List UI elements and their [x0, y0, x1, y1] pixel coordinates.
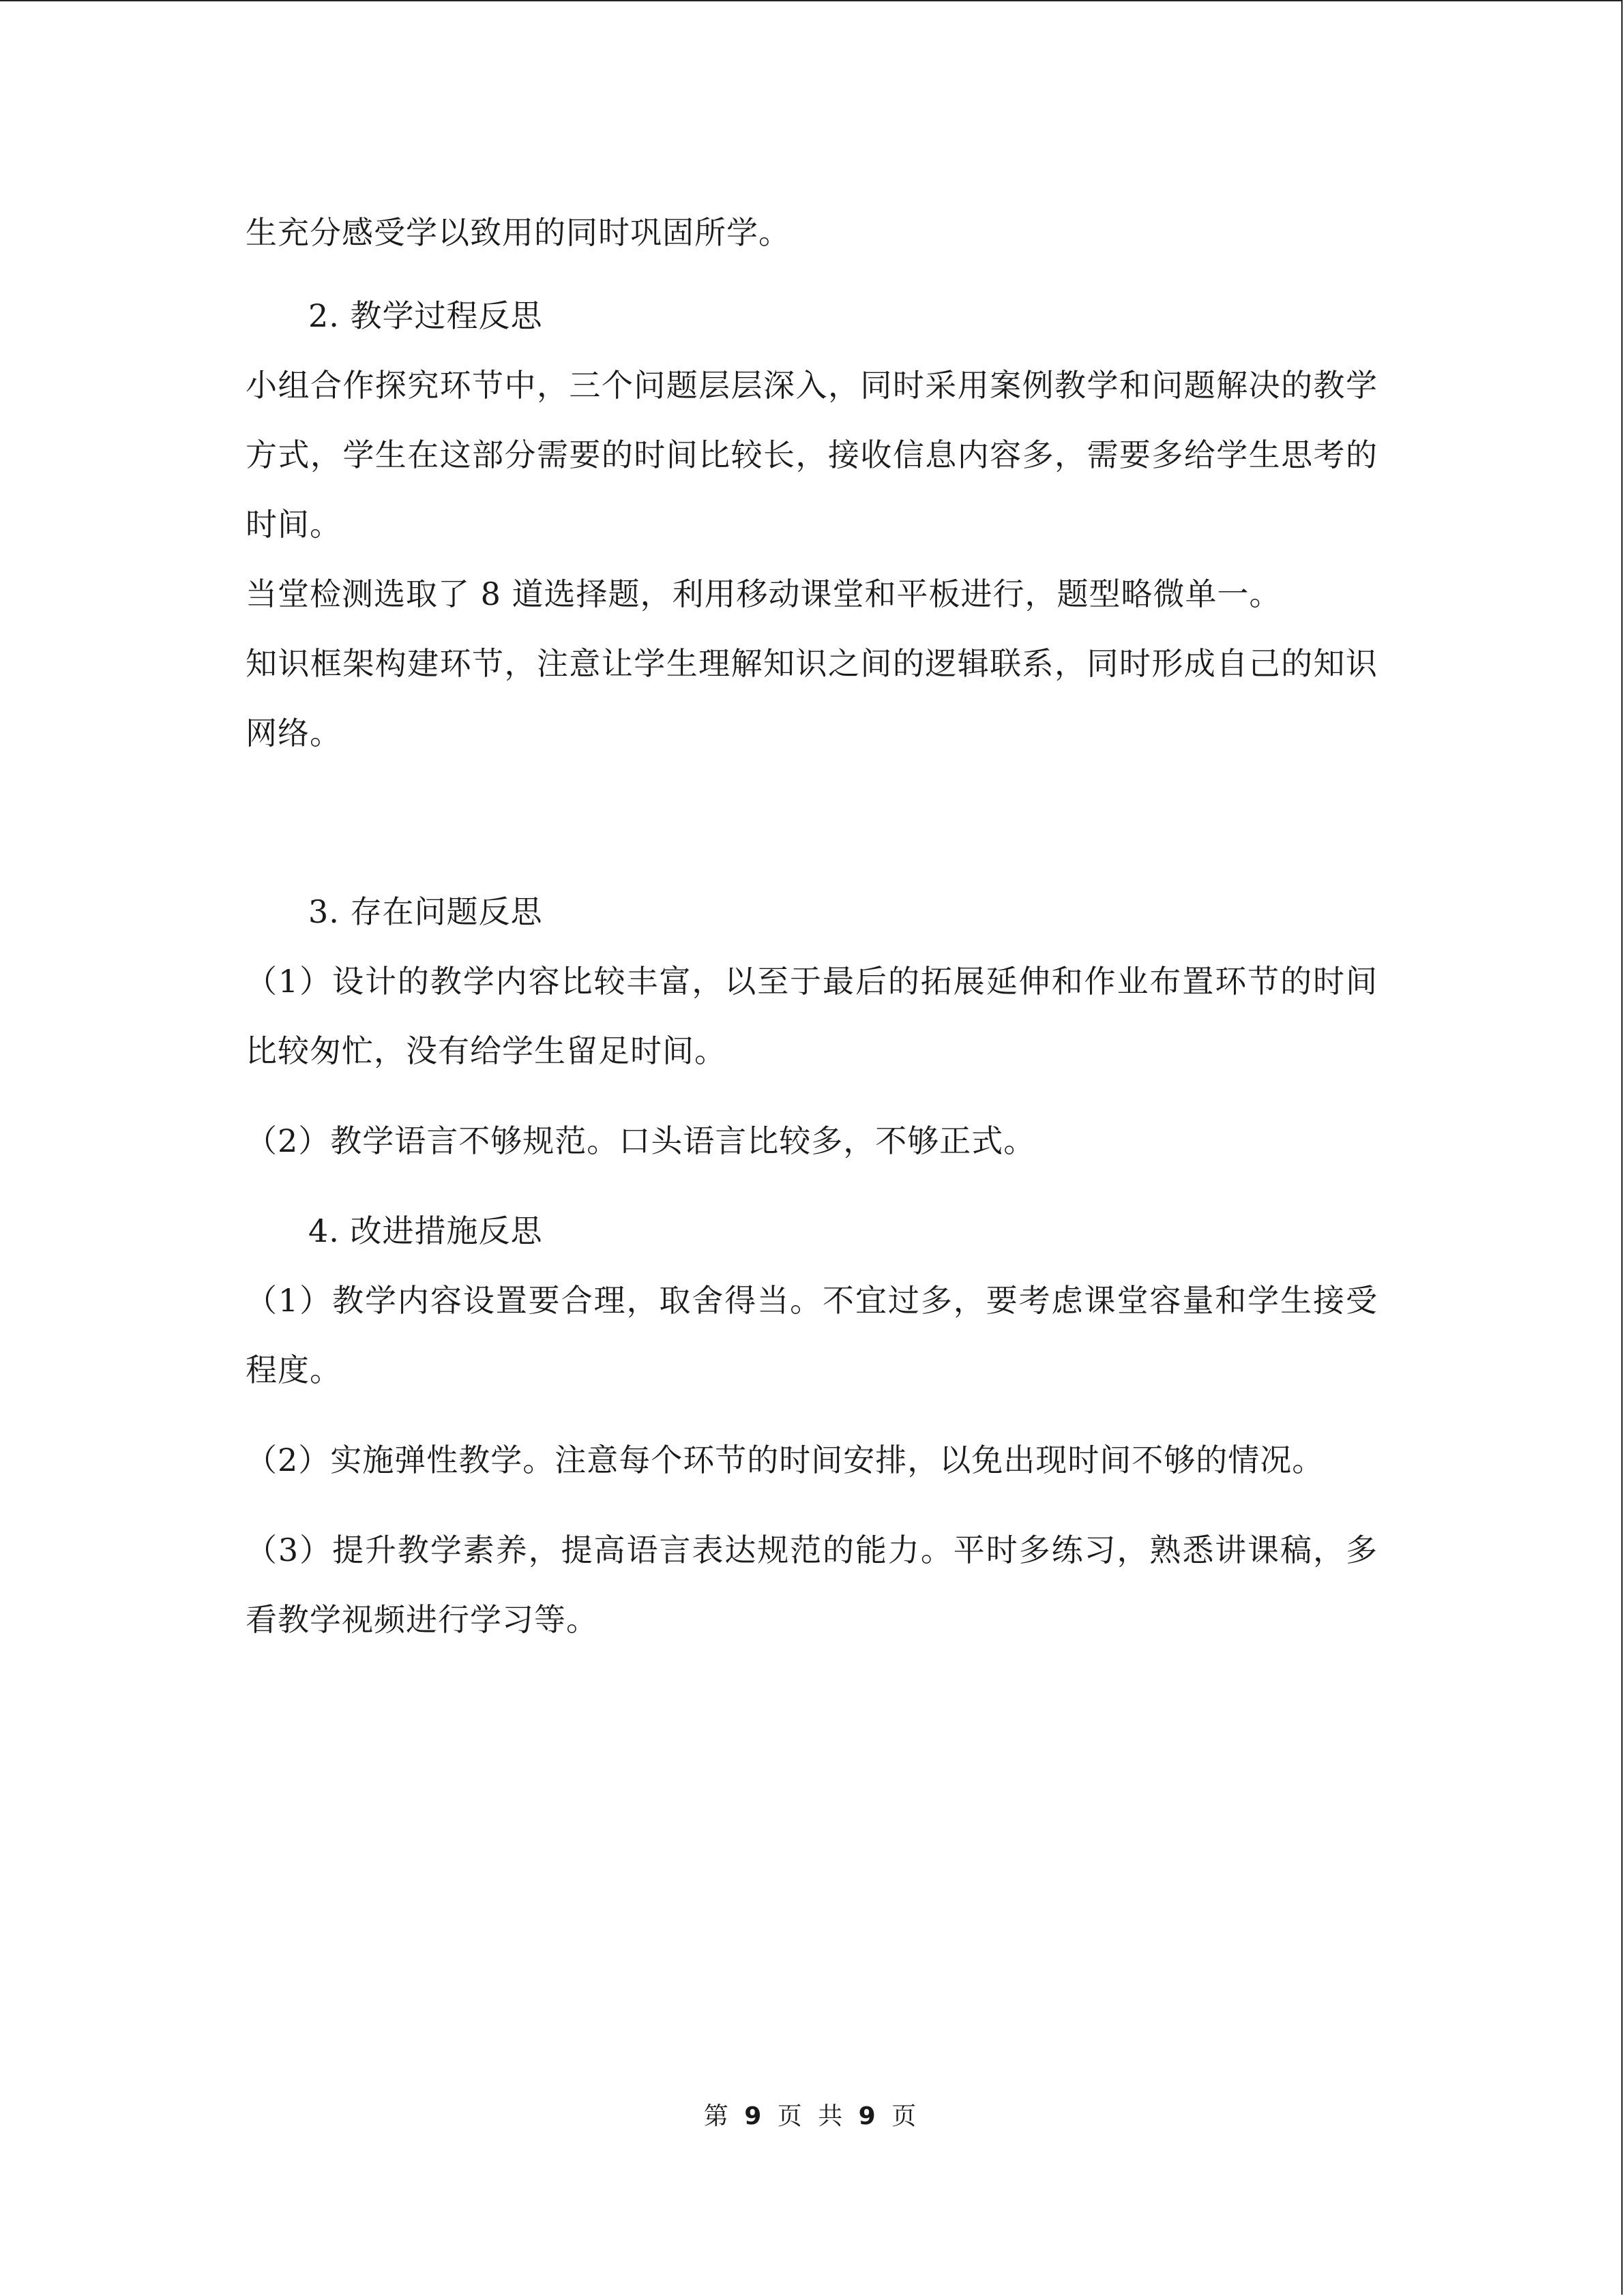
section-4-item-1: （1）教学内容设置要合理，取舍得当。不宜过多，要考虑课堂容量和学生接受程度。	[246, 1282, 1378, 1388]
footer-total-pages: 9	[858, 2102, 880, 2130]
section-4-heading: 4. 改进措施反思	[308, 1212, 543, 1249]
section-3-item-2: （2）教学语言不够规范。口头语言比较多，不够正式。	[246, 1122, 1036, 1159]
page-footer	[0, 2100, 1624, 2133]
footer-suffix: 页	[891, 2102, 921, 2130]
footer-current-page: 9	[744, 2102, 766, 2130]
section-2-heading: 2. 教学过程反思	[308, 297, 543, 334]
section-2-paragraph-1: 小组合作探究环节中，三个问题层层深入，同时采用案例教学和问题解决的教学方式，学生在这部分需要的时间比较长，接收信息内容多，需要多给学生思考的时间。	[246, 367, 1378, 543]
section-2-paragraph-3: 知识框架构建环节，注意让学生理解知识之间的逻辑联系，同时形成自己的知识网络。	[246, 645, 1378, 751]
section-3-item-1: （1）设计的教学内容比较丰富，以至于最后的拓展延伸和作业布置环节的时间比较匆忙，没有给学生留足时间。	[246, 963, 1378, 1069]
section-3-heading: 3. 存在问题反思	[308, 893, 543, 930]
footer-middle: 页 共	[777, 2102, 847, 2130]
section-4-item-3: （3）提升教学素养，提高语言表达规范的能力。平时多练习，熟悉讲课稿，多看教学视频进行学习等。	[246, 1532, 1378, 1638]
document-body	[246, 198, 1378, 1654]
section-4-item-2: （2）实施弹性教学。注意每个环节的时间安排，以免出现时间不够的情况。	[246, 1442, 1325, 1478]
footer-prefix: 第	[703, 2102, 733, 2130]
intro-tail-paragraph: 生充分感受学以致用的同时巩固所学。	[246, 214, 791, 251]
section-2-paragraph-2: 当堂检测选取了 8 道选择题，利用移动课堂和平板进行，题型略微单一。	[246, 576, 1282, 612]
